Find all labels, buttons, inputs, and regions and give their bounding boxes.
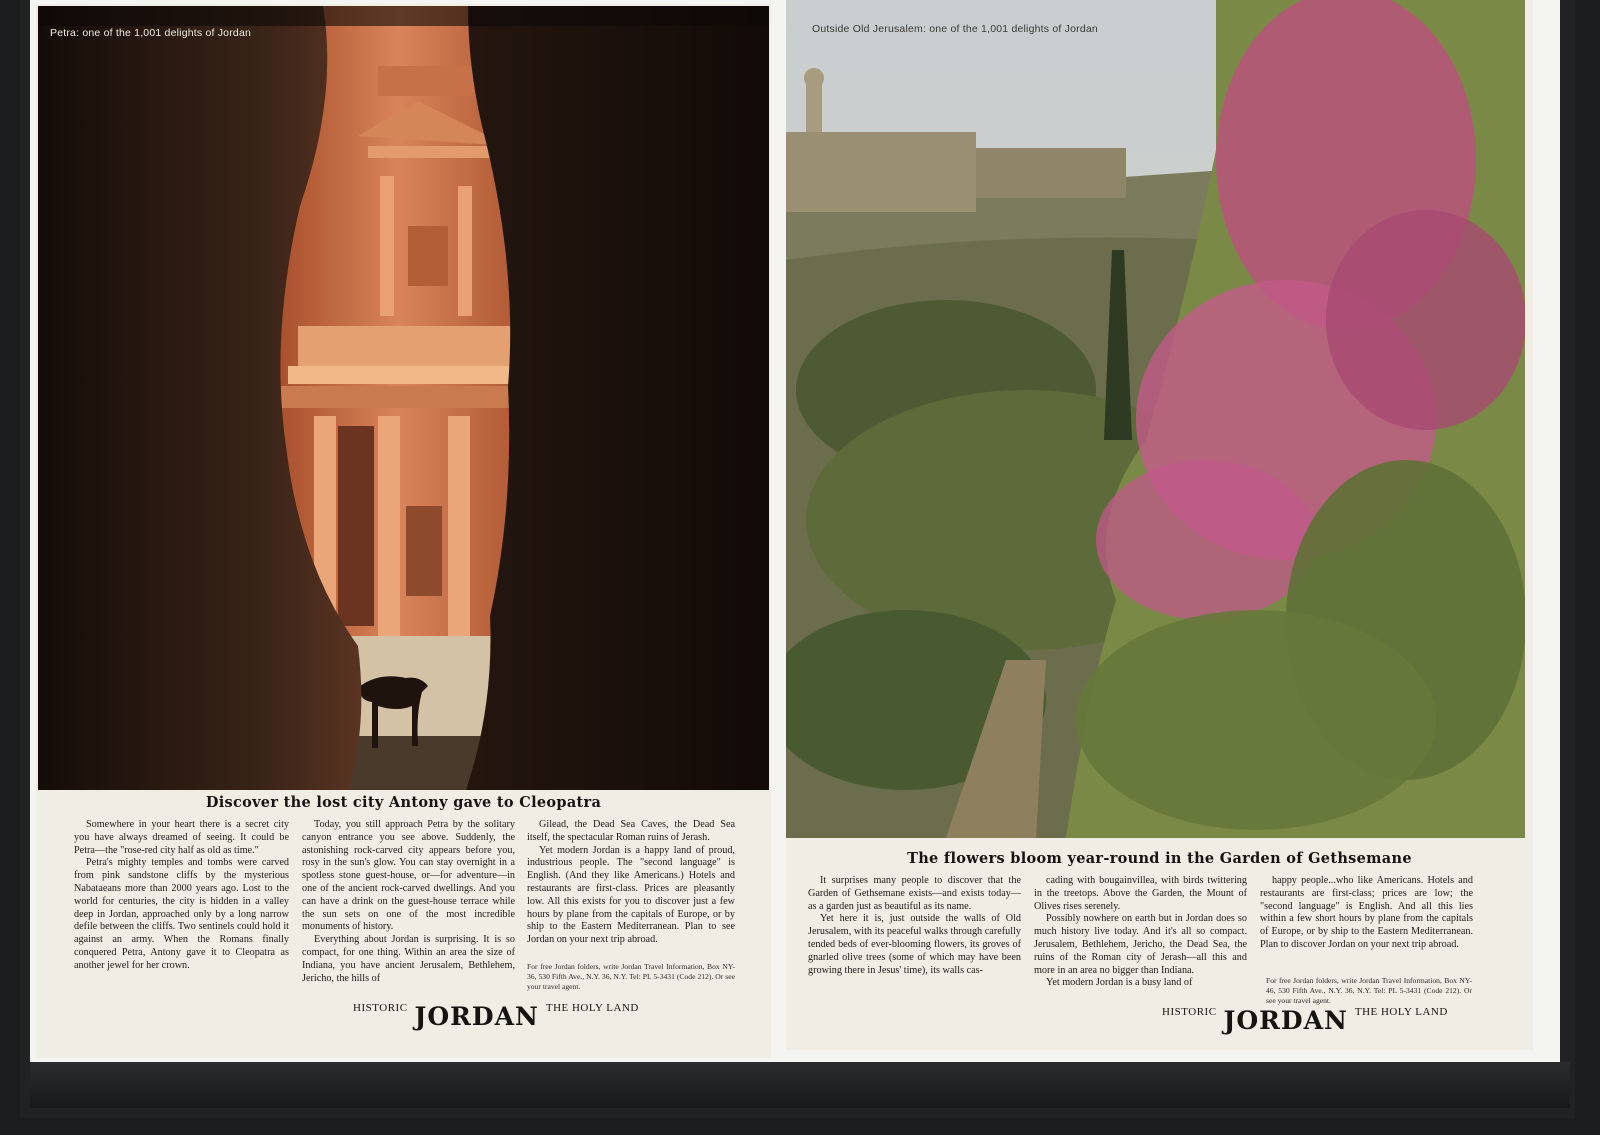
paragraph: It surprises many people to discover that the Garden of Gethsemane exists—and exists today—as a garden just as beautiful as its name.	[808, 875, 1021, 912]
body-column-1	[808, 875, 1021, 977]
paragraph: Today, you still approach Petra by the solitary canyon entrance you see above. Suddenly, the astonishing rock-carved city appears before you, rosy in the sun's glow. You can stay overnight in a spotless stone guest-house, or—for adventure—in one of the ancient rock-carved dwellings. And you can have a drink on the guest-house terrace while the sun sets on one of the most incredible monuments of history.	[302, 819, 515, 933]
paragraph: Yet modern Jordan is a busy land of	[1046, 977, 1193, 989]
body-column-3	[527, 819, 735, 947]
ad-headline: Discover the lost city Antony gave to Cleopatra	[205, 794, 602, 811]
paragraph: cading with bougainvillea, with birds twittering in the treetops. Above the Garden, the Mount of Olives rises serenely.	[1034, 875, 1247, 912]
paragraph: Gilead, the Dead Sea Caves, the Dead Sea itself, the spectacular Roman ruins of Jerash.	[527, 819, 735, 843]
ad-headline: The flowers bloom year-round in the Garden of Gethsemane	[907, 850, 1412, 867]
signature-jordan-wordmark: JORDAN	[414, 1002, 539, 1031]
signature-jordan-wordmark: JORDAN	[1223, 1006, 1348, 1035]
signature-historic: HISTORIC	[353, 1002, 408, 1014]
paragraph: Yet here it is, just outside the walls of Old Jerusalem, with its peaceful walks through carefully tended beds of ever-blooming flowers, its groves of gnarled olive trees (some of which may have been growing there in Jesus' time), its walls cas-	[808, 913, 1021, 976]
body-column-2	[302, 819, 515, 985]
paragraph: Yet modern Jordan is a happy land of proud, industrious people. The "second language" is English. (And they like Americans.) Hotels and restaurants are first-class. Prices are pleasantly low. All this exists for you to discover just a few hours by plane from the capitals of Europe, or by ship to the Eastern Mediterranean. Plan to see Jordan on your next trip abroad.	[527, 844, 735, 946]
photo-caption: Petra: one of the 1,001 delights of Jordan	[50, 27, 252, 39]
signature-historic: HISTORIC	[1162, 1006, 1217, 1018]
jordan-signature	[1162, 1006, 1448, 1035]
contact-fineprint: For free Jordan folders, write Jordan Travel Information, Box NY-36, 530 Fifth Ave., N.Y. 36, N.Y. Tel: PL 5-3431 (Code 212). Or see your travel agent.	[527, 962, 735, 991]
petra-treasury-photo	[38, 6, 769, 790]
gethsemane-advertisement	[786, 0, 1533, 1050]
paragraph: Possibly nowhere on earth but in Jordan does so much history live today. And it's all so compact. Jerusalem, Bethlehem, Jericho, the Dead Sea, the ruins of the Roman city of Jerash—all this and more in an area no bigger than Indiana.	[1034, 913, 1247, 976]
photo-caption: Outside Old Jerusalem: one of the 1,001 delights of Jordan	[812, 23, 1098, 35]
paragraph: Somewhere in your heart there is a secret city you have always dreamed of seeing. It could be Petra—the "rose-red city half as old as time."	[74, 819, 289, 856]
body-column-2	[1034, 875, 1247, 990]
paragraph: Everything about Jordan is surprising. It is so compact, for one thing. Within an area the size of Indiana, you have ancient Jerusalem, Bethlehem, Jericho, the hills of	[302, 934, 515, 984]
body-column-3	[1260, 875, 1473, 952]
contact-fineprint: For free Jordan folders, write Jordan Travel Information, Box NY-46, 530 Fifth Ave., N.Y. 36, N.Y. Tel: PL 5-3431 (Code 212). Or see your travel agent.	[1266, 976, 1472, 1005]
signature-holy-land: THE HOLY LAND	[1354, 1006, 1448, 1018]
petra-advertisement	[36, 4, 771, 1058]
album-frame-edge	[30, 1062, 1570, 1108]
garden-of-gethsemane-photo	[786, 0, 1525, 838]
signature-holy-land: THE HOLY LAND	[545, 1002, 639, 1014]
jordan-signature	[353, 1002, 639, 1031]
paragraph: happy people...who like Americans. Hotels and restaurants are first-class; prices are low; the "second language" is English. And all this lies within a few short hours by plane from the capitals of Europe, or by ship to the Eastern Mediterranean. Plan to discover Jordan on your next trip abroad.	[1260, 875, 1473, 950]
paragraph: Petra's mighty temples and tombs were carved from pink sandstone cliffs by the mysterious Nabataeans more than 2000 years ago. Lost to the world for centuries, the city is hidden in a valley deep in Jordan, approached only by a long narrow defile between the cliffs. Two sentinels could hold it against an army. When the Romans finally conquered Petra, Antony gave it to Cleopatra as another jewel for her crown.	[74, 857, 289, 971]
body-column-1	[74, 819, 289, 973]
